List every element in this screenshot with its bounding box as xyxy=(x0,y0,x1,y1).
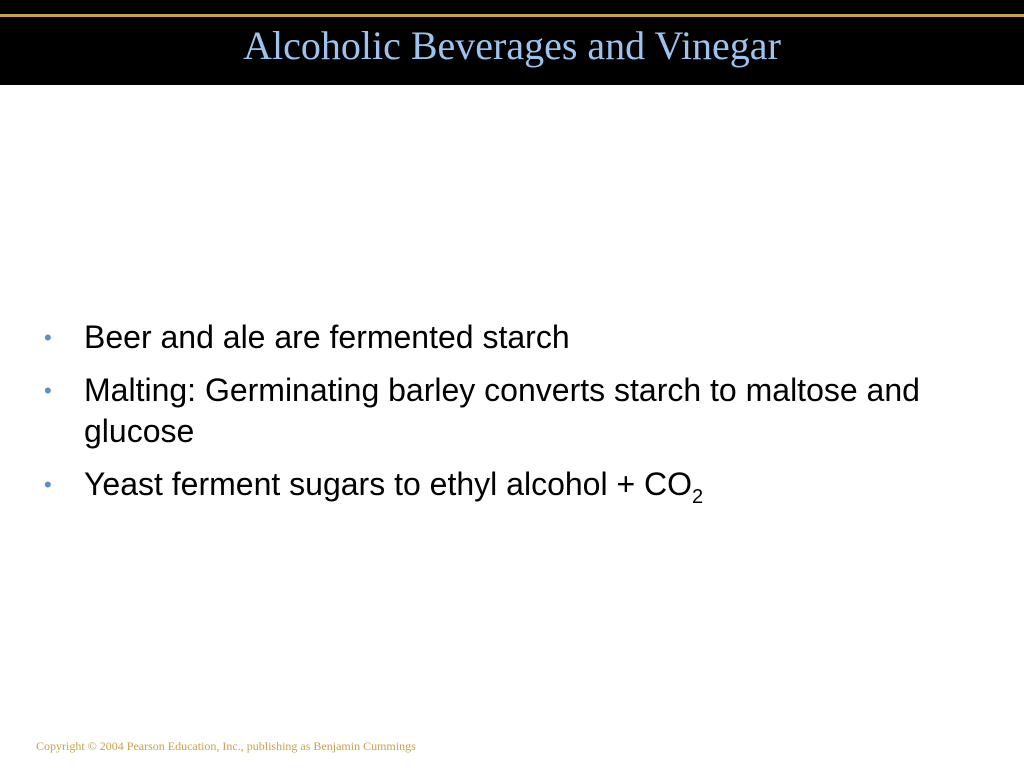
bullet-dot-icon: • xyxy=(44,378,52,403)
bullet-item xyxy=(0,317,1024,358)
title-bar xyxy=(0,0,1024,85)
bullet-item xyxy=(0,370,1024,452)
bullet-text: Yeast ferment sugars to ethyl alcohol + CO xyxy=(84,466,693,502)
title-accent-rule xyxy=(0,14,1024,17)
slide-title: Alcoholic Beverages and Vinegar xyxy=(243,23,781,68)
bullet-dot-icon: • xyxy=(44,472,52,497)
copyright-footer: Copyright © 2004 Pearson Education, Inc., publishing as Benjamin Cummings xyxy=(36,739,416,753)
bullet-dot-icon: • xyxy=(44,325,52,350)
bullet-text-with-subscript xyxy=(84,464,994,508)
bullet-text: Malting: Germinating barley converts starch to maltose and glucose xyxy=(84,372,920,449)
bullet-item xyxy=(0,464,1024,508)
bullet-list xyxy=(0,317,1024,517)
bullet-text: Beer and ale are fermented starch xyxy=(84,319,570,355)
co2-subscript: 2 xyxy=(692,486,704,508)
